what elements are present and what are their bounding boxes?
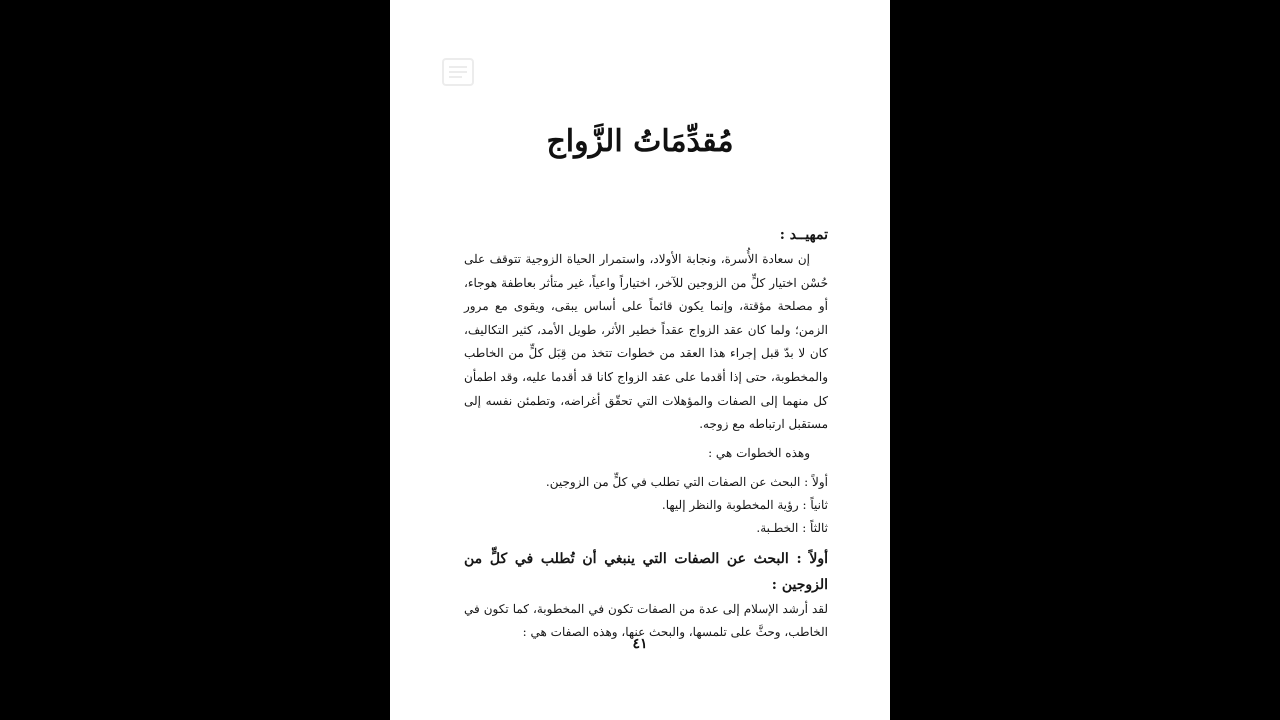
chapter-title: مُقدِّمَاتُ الزَّواج — [546, 124, 734, 159]
intro-paragraph: إن سعادة الأُسرة، ونجابة الأولاد، واستمرار الحياة الزوجية تتوقف على حُسْن اختيار كلٍّ من الزوجين للآخر، اختياراً واعياً، غير متأثر بعاطفة هوجاء، أو مصلحة مؤقتة، وإنما يكون قائماً على أساس يبقى، ويقوى مع مرور الزمن؛ ولما كان عقد الزواج عقداً خطير الأثر، طويل الأمد، كثير التكاليف، كان لا بدّ قبل إجراء هذا العقد من خطوات تتخذ من قِبَل كلٍّ من الخاطب والمخطوبة، حتى إذا أقدما على عقد الزواج كانا قد أقدما عليه، وقد اطمأن كل منهما إلى الصفات والمؤهلات التي تحقّق أغراضه، وتطمئن نفسه إلى مستقبل ارتباطه مع زوجه. — [464, 252, 828, 432]
intro-heading: تمهيــد : — [779, 227, 828, 243]
scan-mark-icon — [442, 58, 474, 86]
section-heading: أولاً : البحث عن الصفات التي ينبغي أن تُطلب في كلٍّ من الزوجين : — [464, 550, 828, 593]
step-item-2: ثانياً : رؤية المخطوبة والنظر إليها. — [661, 497, 828, 512]
steps-list — [464, 471, 828, 540]
book-page — [390, 0, 890, 720]
step-item-1: أولاً : البحث عن الصفات التي تطلب في كلٍّ من الزوجين. — [545, 474, 828, 489]
section-paragraph: لقد أرشد الإسلام إلى عدة من الصفات تكون في المخطوبة، كما تكون في الخاطب، وحثَّ على تلمسها، والبحث عنها، وهذه الصفات هي : — [464, 601, 828, 640]
page-body — [464, 222, 828, 645]
steps-intro: وهذه الخطوات هي : — [708, 445, 810, 460]
page-number: ٤١ — [632, 636, 648, 652]
step-item-3: ثالثاً : الخطـبة. — [756, 520, 828, 535]
